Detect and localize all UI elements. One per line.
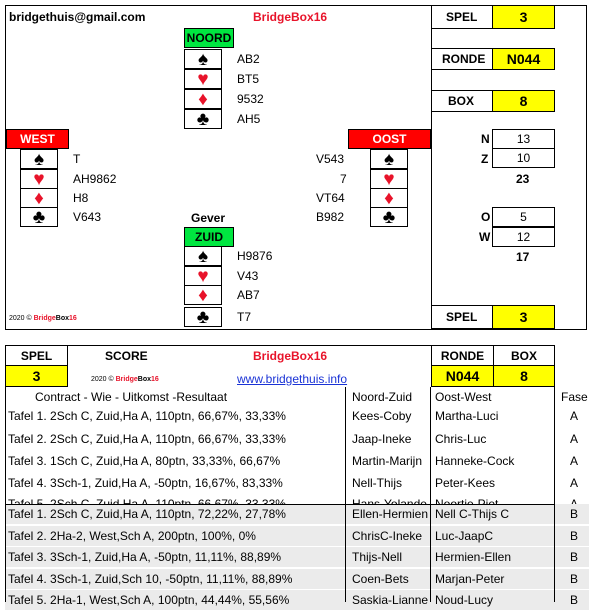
fase-cell: B [570,550,579,564]
west-spades: T [73,152,81,166]
fase-cell: B [570,507,579,521]
brand-text-bridge: Bridge [253,349,292,363]
contract-cell: Tafel 1. 2Sch C, Zuid,Ha A, 110ptn, 72,22%, 27,78% [8,507,286,521]
header-noord-zuid: Noord-Zuid [352,390,413,404]
header-fase: Fase [561,390,588,404]
heart-icon: ♥ [184,69,222,89]
copyright-brand-16: 16 [151,376,159,383]
diamond-icon: ♦ [184,285,222,305]
bottom-spel-label: SPEL [5,345,68,366]
heart-icon: ♥ [184,266,222,286]
west-clubs: V643 [73,210,102,224]
spade-icon: ♠ [184,49,222,69]
heart-icon: ♥ [370,169,408,189]
brand-text-16: 16 [313,10,328,24]
noord-zuid-cell: Martin-Marijn [352,454,423,468]
hcp-n-value: 13 [492,129,555,149]
club-icon: ♣ [370,207,408,227]
south-spades: H9876 [237,249,273,263]
contract-cell: Tafel 1. 2Sch C, Zuid,Ha A, 110ptn, 66,67%, 33,33% [8,409,286,423]
contract-cell: Tafel 2. 2Sch C, Zuid,Ha A, 110ptn, 66,67%, 33,33% [8,432,286,446]
ronde-label: RONDE [431,48,493,70]
north-spades: AB2 [237,52,260,66]
hcp-o-label: O [481,210,491,224]
email-address: bridgethuis@gmail.com [9,10,146,24]
table-row [5,451,589,471]
copyright-brand-bridge: Bridge [115,376,138,383]
table-row [5,406,589,426]
bottom-ronde-label: RONDE [431,345,494,366]
fase-cell: B [570,529,579,543]
east-diamonds: VT64 [316,191,345,205]
table-row [5,547,589,567]
west-label: WEST [6,129,69,149]
oost-west-cell: Martha-Luci [435,409,499,423]
contract-cell: Tafel 5. 2Ha-1, West,Sch A, 100ptn, 44,44%, 55,56% [8,593,290,607]
header-contract: Contract - Wie - Uitkomst -Resultaat [35,390,228,404]
west-diamonds: H8 [73,191,89,205]
club-icon: ♣ [184,109,222,129]
hcp-o-value: 5 [492,207,555,227]
spade-icon: ♠ [184,246,222,266]
dealer-label: Gever [191,211,226,225]
header-oost-west: Oost-West [435,390,492,404]
hcp-w-value: 12 [492,227,555,247]
south-clubs: T7 [237,310,252,324]
south-label: ZUID [184,227,234,247]
contract-cell: Tafel 3. 3Sch-1, Zuid,Ha A, -50ptn, 11,11%, 88,89% [8,550,282,564]
contract-cell: Tafel 3. 1Sch C, Zuid,Ha A, 80ptn, 33,33%, 66,67% [8,454,281,468]
brand-logo [253,10,327,24]
hcp-nz-total: 23 [516,172,530,186]
oost-west-cell: Chris-Luc [435,432,487,446]
north-diamonds: 9532 [237,92,264,106]
table-row [5,429,589,449]
east-label: OOST [348,129,431,149]
contract-cell: Tafel 4. 3Sch-1, Zuid,Ha A, -50ptn, 16,67%, 83,33% [8,476,283,490]
oost-west-cell: Marjan-Peter [435,572,505,586]
hcp-w-label: W [479,230,491,244]
diamond-icon: ♦ [370,188,408,208]
spade-icon: ♠ [370,149,408,169]
bottom-ronde-value: N044 [431,365,494,387]
spade-icon: ♠ [20,149,58,169]
ronde-value: N044 [492,48,555,70]
west-hearts: AH9862 [73,172,117,186]
hcp-ow-total: 17 [516,250,530,264]
table-row [5,504,589,524]
copyright-brand-bridge: Bridge [33,315,56,322]
table-row [5,526,589,546]
fase-cell: A [570,454,579,468]
fase-cell: A [570,432,579,446]
hcp-n-label: N [481,132,490,146]
noord-zuid-cell: ChrisC-Ineke [352,529,423,543]
hcp-z-label: Z [481,152,489,166]
spel-label: SPEL [431,5,493,29]
noord-zuid-cell: Nell-Thijs [352,476,403,490]
brand-logo-bottom [253,349,327,363]
contract-cell: Tafel 2. 2Ha-2, West,Sch A, 200ptn, 100%, 0% [8,529,256,543]
fase-cell: B [570,593,579,607]
noord-zuid-cell: Ellen-Hermien [352,507,429,521]
score-label: SCORE [105,349,148,363]
box-value: 8 [492,90,555,112]
brand-text-bridge: Bridge [253,10,292,24]
club-icon: ♣ [184,307,222,327]
oost-west-cell: Hanneke-Cock [435,454,515,468]
website-link[interactable]: www.bridgethuis.info [237,372,348,386]
brand-text-box: Box [291,10,314,24]
noord-zuid-cell: Coen-Bets [352,572,409,586]
south-diamonds: AB7 [237,288,260,302]
results-header [5,387,589,407]
noord-zuid-cell: Jaap-Ineke [352,432,412,446]
copyright-brand-box: Box [55,315,70,322]
bottom-box-value: 8 [493,365,555,387]
table-row [5,590,589,610]
spel-value: 3 [492,5,555,29]
club-icon: ♣ [20,207,58,227]
north-clubs: AH5 [237,112,261,126]
diamond-icon: ♦ [184,89,222,109]
south-hearts: V43 [237,269,259,283]
brand-text-box: Box [291,349,314,363]
fase-cell: B [570,572,579,586]
fase-cell: A [570,409,579,423]
table-row [5,569,589,589]
east-spades: V543 [316,152,345,166]
bottom-spel-value: 3 [5,365,68,387]
hcp-z-value: 10 [492,148,555,168]
north-hearts: BT5 [237,72,260,86]
spel-value-bottom: 3 [492,305,555,329]
copyright-bottom [91,376,159,383]
east-hearts: 7 [340,172,347,186]
east-clubs: B982 [316,210,345,224]
noord-zuid-cell: Kees-Coby [352,409,412,423]
box-label: BOX [431,90,493,112]
noord-zuid-cell: Thijs-Nell [352,550,403,564]
oost-west-cell: Luc-JaapC [435,529,494,543]
oost-west-cell: Peter-Kees [435,476,496,490]
oost-west-cell: Noud-Lucy [435,593,494,607]
oost-west-cell: Nell C-Thijs C [435,507,510,521]
brand-text-16: 16 [313,349,328,363]
copyright [9,315,77,322]
copyright-brand-box: Box [137,376,152,383]
spel-label-bottom: SPEL [431,305,493,329]
noord-zuid-cell: Saskia-Lianne [352,593,429,607]
diamond-icon: ♦ [20,188,58,208]
contract-cell: Tafel 4. 3Sch-1, Zuid,Sch 10, -50ptn, 11,11%, 88,89% [8,572,293,586]
copyright-brand-16: 16 [69,315,77,322]
fase-cell: A [570,476,579,490]
heart-icon: ♥ [20,169,58,189]
table-row [5,473,589,493]
copyright-text: 2020 © [9,315,34,322]
oost-west-cell: Hermien-Ellen [435,550,512,564]
bottom-box-label: BOX [493,345,555,366]
north-label: NOORD [184,28,234,48]
copyright-text: 2020 © [91,376,116,383]
